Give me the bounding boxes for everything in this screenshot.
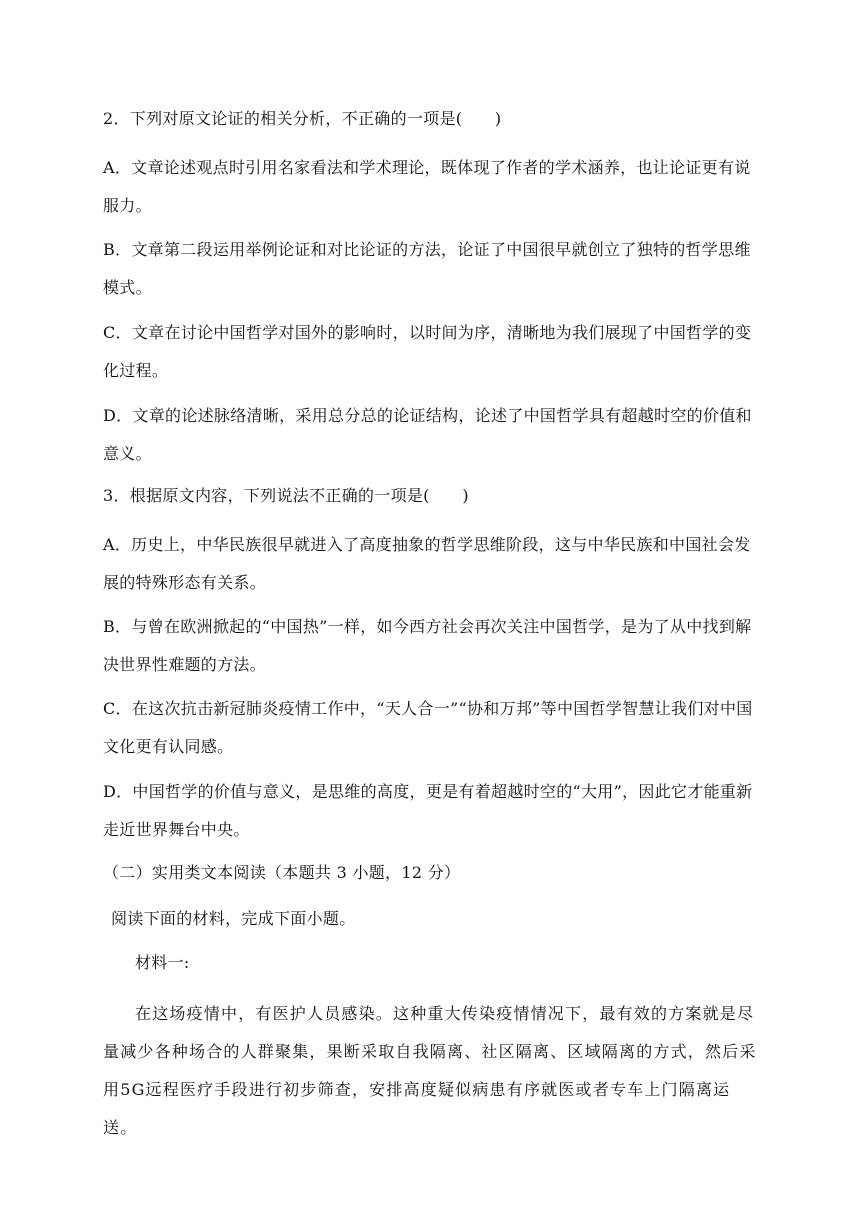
section-heading: （二）实用类文本阅读（本题共 3 小题，12 分）	[103, 863, 461, 882]
question-2-option-b: B．文章第二段运用举例论证和对比论证的方法，论证了中国很早就创立了独特的哲学思维模式。	[103, 240, 751, 297]
question-3-option-a: A．历史上，中华民族很早就进入了高度抽象的哲学思维阶段，这与中华民族和中国社会发展的特殊形态有关系。	[103, 535, 751, 592]
question-3-option-c: C．在这次抗击新冠肺炎疫情工作中，“天人合一”“协和万邦”等中国哲学智慧让我们对中国文化更有认同感。	[103, 699, 753, 756]
question-3-stem: 3．根据原文内容，下列说法不正确的一项是( )	[103, 486, 469, 505]
material-label: 材料一:	[135, 953, 190, 972]
section-instruction: 阅读下面的材料，完成下面小题。	[111, 909, 356, 928]
question-2-option-d: D．文章的论述脉络清晰，采用总分总的论证结构，论述了中国哲学具有超越时空的价值和意义。	[103, 406, 752, 463]
material-paragraph: 在这场疫情中，有医护人员感染。这种重大传染疫情情况下，最有效的方案就是尽量减少各种场合的人群聚集，果断采取自我隔离、社区隔离、区域隔离的方式，然后采用5G远程医疗手段进行初步筛查，安排高度疑似病患有序就医或者专车上门隔离运送。	[103, 1004, 757, 1137]
question-3-option-d: D．中国哲学的价值与意义，是思维的高度，更是有着超越时空的“大用”，因此它才能重新走近世界舞台中央。	[103, 782, 753, 839]
question-2-option-a: A．文章论述观点时引用名家看法和学术理论，既体现了作者的学术涵养，也让论证更有说服力。	[103, 158, 751, 215]
question-3-option-b: B．与曾在欧洲掀起的“中国热”一样，如今西方社会再次关注中国哲学，是为了从中找到解决世界性难题的方法。	[103, 617, 752, 674]
question-2-stem: 2．下列对原文论证的相关分析，不正确的一项是( )	[103, 109, 502, 128]
question-2-option-c: C．文章在讨论中国哲学对国外的影响时，以时间为序，清晰地为我们展现了中国哲学的变化过程。	[103, 323, 752, 380]
